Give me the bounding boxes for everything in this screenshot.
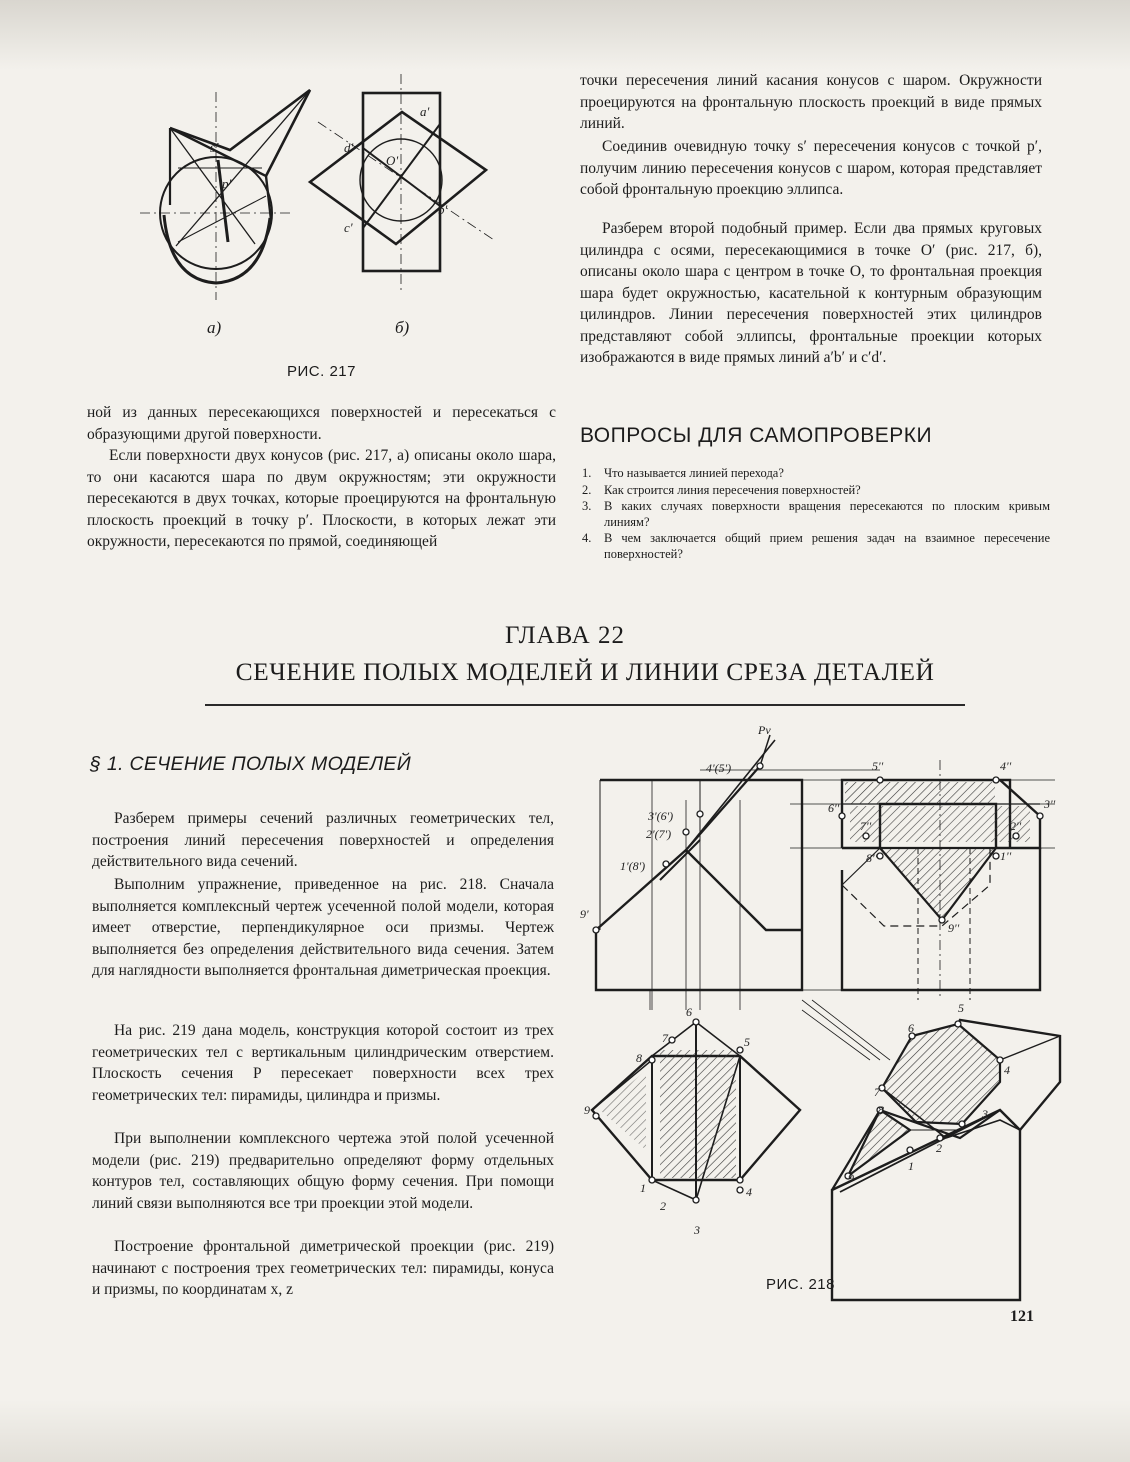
horizontal-view [592, 1022, 800, 1200]
label-i8: 8 [878, 1103, 884, 1117]
label-4-5-prime: 4'(5') [706, 761, 732, 775]
section-title: § 1. СЕЧЕНИЕ ПОЛЫХ МОДЕЛЕЙ [90, 753, 411, 775]
chapter-title: СЕЧЕНИЕ ПОЛЫХ МОДЕЛЕЙ И ЛИНИИ СРЕЗА ДЕТАЛЕЙ [235, 657, 935, 686]
question-number: 1. [582, 466, 592, 480]
question-number: 2. [582, 482, 592, 497]
right-paragraph-2: Соединив очевидную точку s′ пересечения конусов с точкой p′, получим линию пересечения конусов с шаром, которая представляет собой фронтальную проекцию эллипса. [580, 138, 1042, 198]
label-i6: 6 [908, 1021, 914, 1035]
question-number: 3. [582, 499, 592, 513]
figure-217b-label: б) [395, 318, 410, 337]
label-1-8-prime: 1'(8') [620, 859, 646, 873]
left-paragraph-2: Если поверхности двух конусов (рис. 217, а) описаны около шара, то они касаются шара по двум окружностям; эти окружности пересекаются в двух точках, которые проецируются на фронтальную плоскость проекций в точку p′. Плоскости, в которых лежат эти окружности, пересекаются по прямой, соединяющей [87, 447, 556, 550]
section-paragraph-3: На рис. 219 дана модель, конструкция которой состоит из трех геометрических тел с вертикальным цилиндрическим отверстием. Плоскость сечения P пересекает поверхности всех трех геометрических тел: пирамиды, цилиндра и призмы. [92, 1022, 554, 1104]
label-i7: 7 [874, 1085, 880, 1099]
dimetric-view [832, 1020, 1060, 1300]
label-h9: 9 [584, 1103, 590, 1117]
question-text: В каких случаях поверхности вращения пересекаются по плоским кривым линиям? [604, 499, 1050, 529]
label-pv: Pv [758, 723, 771, 737]
page-number: 121 [1010, 1308, 1034, 1325]
section-paragraph-4: При выполнении комплексного чертежа этой полой усеченной модели (рис. 219) предварительно определяют форму отдельных контуров тел, составляющих общую форму сечения. При помощи линий связи выполняются все три проекции этой модели. [92, 1130, 554, 1212]
label-i5: 5 [958, 1001, 964, 1015]
label-i1: 1 [908, 1159, 914, 1173]
right-paragraph-3: Разберем второй подобный пример. Если два прямых круговых цилиндра с осями, пересекающимися в точке O′ (рис. 217, б), описаны около шара с центром в точке O, то фронтальная проекция шара будет окружностью, касательной к контурным образующим цилиндров. Линии пересечения поверхностей этих цилиндров представляют собой эллипсы, фронтальные проекции которых изображаются в виде прямых линий a′b′ и c′d′. [580, 220, 1042, 366]
label-h2: 2 [660, 1199, 666, 1213]
label-s-prime: s' [210, 141, 219, 156]
label-b-prime: b' [438, 202, 448, 217]
figure-217a-label: а) [207, 318, 222, 337]
label-8-double: 8'' [866, 851, 878, 865]
section-paragraph-2: Выполним упражнение, приведенное на рис. 218. Сначала выполняется комплексный чертеж усеченной полой модели, которая имеет отверстие, перпендикулярное оси призмы. Чертеж выполняется без определения действительного вида сечения. Затем для наглядности выполняется фронтальная диметрическая проекция. [92, 876, 554, 979]
label-o-prime: O' [386, 153, 399, 168]
label-h3: 3 [694, 1223, 700, 1237]
question-text: В чем заключается общий прием решения задач на взаимное пересечение поверхностей? [604, 531, 1050, 561]
label-7-double: 7'' [860, 819, 872, 833]
label-h5: 5 [744, 1035, 750, 1049]
left-paragraph-1: ной из данных пересекающихся поверхностей и пересекаться с образующими другой поверхности. [87, 404, 556, 443]
label-6-double: 6'' [828, 801, 840, 815]
section-paragraph-5: Построение фронтальной диметрической проекции (рис. 219) начинают с построения трех геометрических тел: пирамиды, конуса и призмы, по координатам x, z [92, 1238, 554, 1298]
plane-trace [686, 740, 775, 850]
label-2-double: 2'' [1010, 819, 1022, 833]
label-i3: 3 [982, 1107, 988, 1121]
figure-218-caption: РИС. 218 [766, 1276, 835, 1293]
label-i2: 2 [936, 1141, 942, 1155]
label-2-7-prime: 2'(7') [646, 827, 672, 841]
label-i9: 9 [848, 1171, 854, 1185]
label-3-6-prime: 3'(6') [648, 809, 674, 823]
section-paragraph-1: Разберем примеры сечений различных геометрических тел, построения линий пересечения поверхностей и определения действительного вида сечений. [92, 810, 554, 870]
label-c-prime: c' [344, 220, 353, 235]
label-4-double: 4'' [1000, 759, 1012, 773]
label-p-prime: p' [222, 176, 232, 191]
question-text: Что называется линией перехода? [604, 466, 784, 480]
label-9-prime: 9' [580, 907, 589, 921]
label-i4: 4 [1004, 1063, 1010, 1077]
question-text: Как строится линия пересечения поверхностей? [604, 482, 861, 497]
label-3-double: 3'' [1044, 797, 1056, 811]
label-1-double: 1'' [1000, 849, 1012, 863]
label-h1: 1 [640, 1181, 646, 1195]
chapter-number: ГЛАВА 22 [505, 622, 625, 649]
label-h4: 4 [746, 1185, 752, 1199]
figure-217-caption: РИС. 217 [287, 363, 356, 380]
question-number: 4. [582, 531, 592, 545]
label-9-double: 9'' [948, 921, 960, 935]
label-h6: 6 [686, 1005, 692, 1019]
label-a-prime: a' [420, 104, 430, 119]
label-d-prime: d' [344, 140, 354, 155]
profile-view [790, 760, 1055, 1000]
self-check-heading: ВОПРОСЫ ДЛЯ САМОПРОВЕРКИ [580, 424, 933, 447]
label-h8: 8 [636, 1051, 642, 1065]
label-5-double: 5'' [872, 759, 884, 773]
right-paragraph-1: точки пересечения линий касания конусов с шаром. Окружности проецируются на фронтальную плоскость проекций в виде прямых линий. [580, 72, 1042, 132]
label-h7: 7 [662, 1031, 668, 1045]
